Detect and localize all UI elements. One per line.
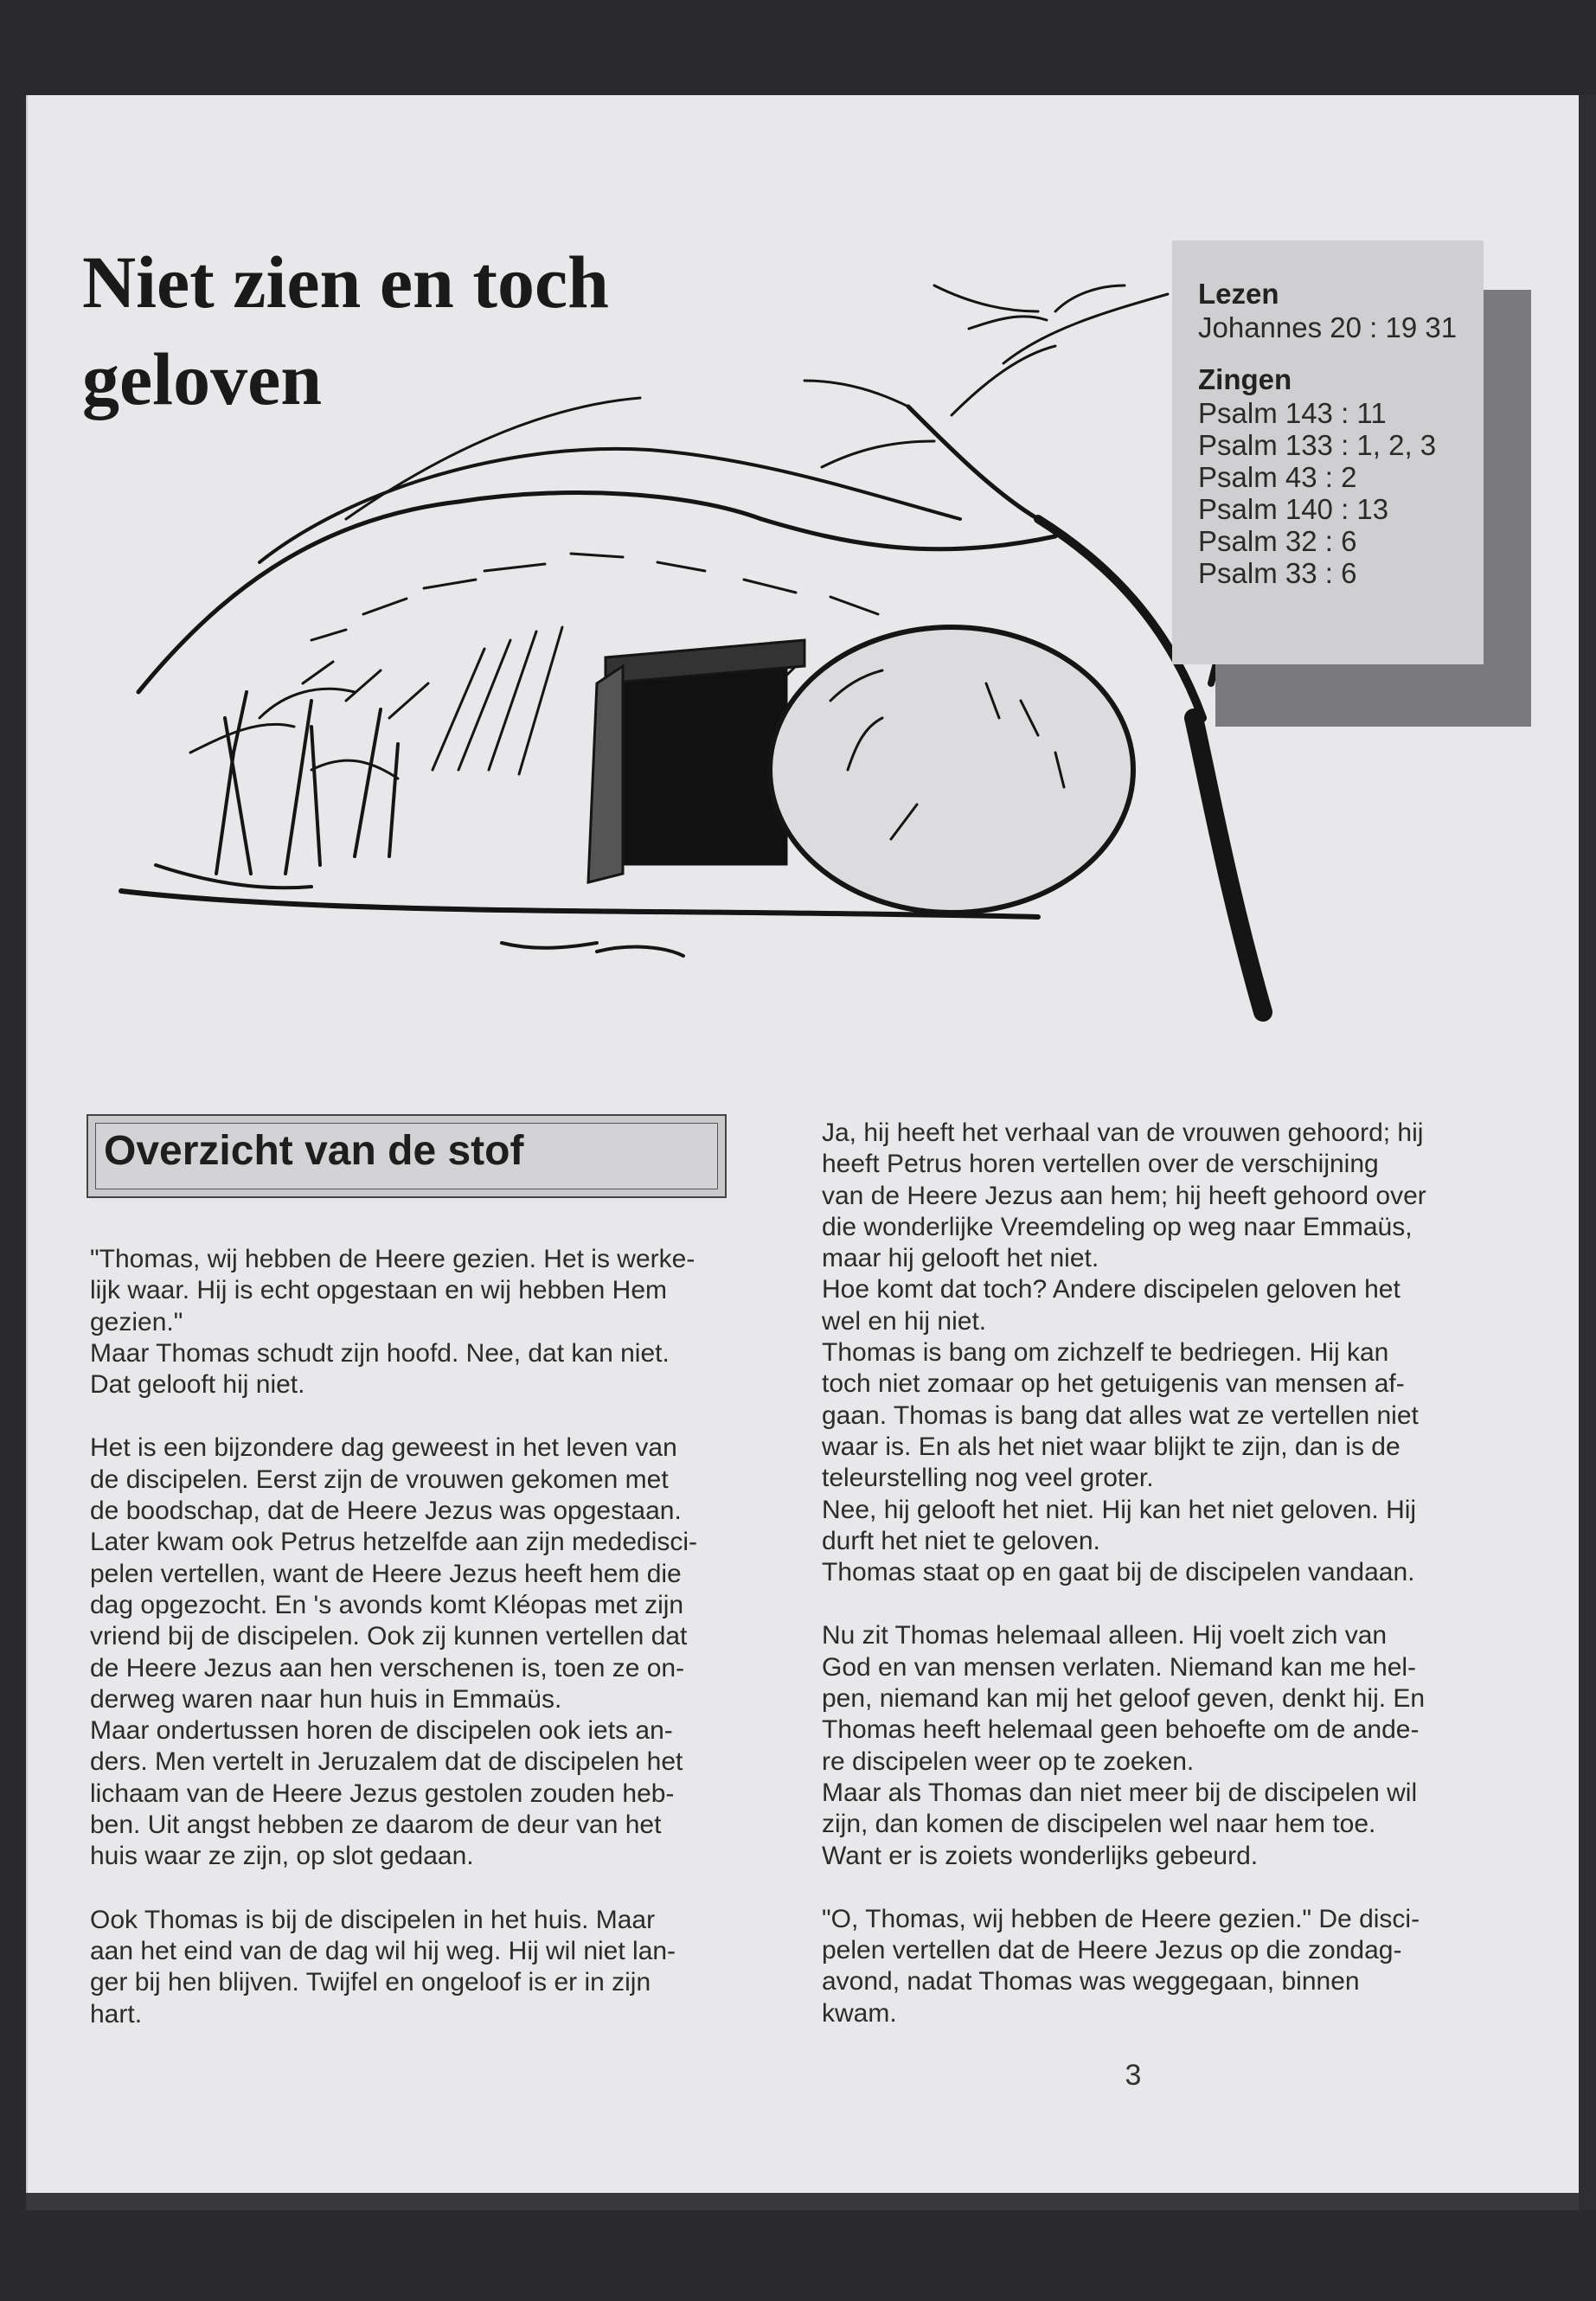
psalm-item: Psalm 32 : 6 bbox=[1198, 525, 1357, 557]
psalm-item: Psalm 43 : 2 bbox=[1198, 461, 1357, 493]
lezen-text: Johannes 20 : 19 31 bbox=[1198, 311, 1458, 343]
psalm-item: Psalm 140 : 13 bbox=[1198, 493, 1389, 525]
page-bottom-edge bbox=[26, 2193, 1583, 2210]
paragraph: "Thomas, wij hebben de Heere gezien. Het is werke- lijk waar. Hij is echt opgestaan en wij hebben Hem gezien." Maar Thomas schudt zijn hoofd. Nee, dat kan niet. Dat gelooft hij niet. bbox=[90, 1245, 695, 1400]
page-title: Niet zien en toch geloven bbox=[82, 240, 610, 420]
left-text-column bbox=[90, 1244, 730, 2062]
right-text-column bbox=[822, 1118, 1462, 2061]
page-right-edge bbox=[1579, 95, 1596, 2210]
psalm-item: Psalm 133 : 1, 2, 3 bbox=[1198, 429, 1437, 461]
section-heading-box bbox=[87, 1114, 727, 1198]
sidebar-gap bbox=[1198, 343, 1484, 362]
paragraph: Het is een bijzondere dag geweest in het leven van de discipelen. Eerst zijn de vrouwen gekomen met de boodschap, dat de Heere Jezus was opgestaan. Later kwam ook Petrus hetzelfde aan zijn mededisci- pelen vertellen, want de Heere Jezus heeft hem die dag opgezocht. En 's avonds komt Kléopas met zijn vriend bij de discipelen. Ook zij kunnen vertellen dat de Heere Jezus aan hen verschenen is, toen ze on- derweg waren naar hun huis in Emmaüs. Maar ondertussen horen de discipelen ook iets an- ders. Men vertelt in Jeruzalem dat de discipelen het lichaam van de Heere Jezus gestolen zouden heb- ben. Uit angst hebben ze daarom de deur van het huis waar ze zijn, op slot gedaan. bbox=[90, 1433, 698, 1871]
paragraph: Ja, hij heeft het verhaal van de vrouwen gehoord; hij heeft Petrus horen vertellen over de verschijning van de Heere Jezus aan hem; hij heeft gehoord over die wonderlijke Vreemdeling op weg naar Emmaüs, maar hij gelooft het niet. Hoe komt dat toch? Andere discipelen geloven het wel en hij niet. Thomas is bang om zichzelf te bedriegen. Hij kan toch niet zomaar op het getuigenis van mensen af- gaan. Thomas is bang dat alles wat ze vertellen niet waar is. En als het niet waar blijkt te zijn, dan is de teleurstelling nog veel groter. Nee, hij gelooft het niet. Hij kan het niet geloven. Hij durft het niet te geloven. Thomas staat op en gaat bij de discipelen vandaan. bbox=[822, 1118, 1426, 1587]
lezen-heading: Lezen bbox=[1198, 278, 1279, 310]
paragraph: "O, Thomas, wij hebben de Heere gezien." De disci- pelen vertellen dat de Heere Jezus op die zondag- avond, nadat Thomas was weggegaan, binnen kwam. bbox=[822, 1904, 1420, 2028]
page-number: 3 bbox=[1125, 2059, 1142, 2092]
section-heading: Overzicht van de stof bbox=[104, 1128, 524, 1174]
psalm-item: Psalm 33 : 6 bbox=[1198, 557, 1357, 589]
zingen-heading: Zingen bbox=[1198, 363, 1292, 395]
reading-sidebar bbox=[1172, 240, 1484, 664]
psalm-item: Psalm 143 : 11 bbox=[1198, 397, 1387, 429]
paragraph: Nu zit Thomas helemaal alleen. Hij voelt zich van God en van mensen verlaten. Niemand kan me hel- pen, niemand kan mij het geloof geven, denkt hij. En Thomas heeft helemaal geen behoefte om de ande- re discipelen weer op te zoeken. Maar als Thomas dan niet meer bij de discipelen wil zijn, dan komen de discipelen wel naar hem toe. Want er is zoiets wonderlijks gebeurd. bbox=[822, 1621, 1426, 1870]
paragraph: Ook Thomas is bij de discipelen in het huis. Maar aan het eind van de dag wil hij weg. Hij wil niet lan- ger bij hen blijven. Twijfel en ongeloof is er in zijn hart. bbox=[90, 1905, 676, 2029]
